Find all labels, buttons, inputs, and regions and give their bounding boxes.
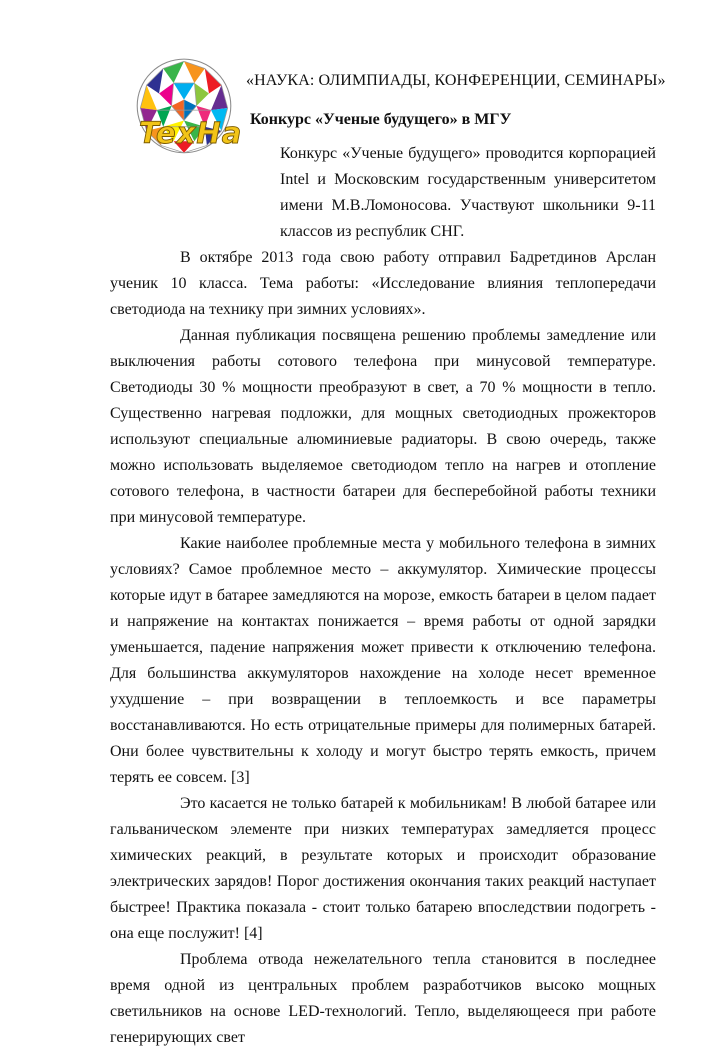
paragraph: Конкурс «Ученые будущего» проводится корпорацией Intel и Московским государственным университетом имени М.В.Ломоносова. Участвуют школьники 9-11 классов из республик СНГ. [280, 145, 656, 240]
paragraph: Данная публикация посвящена решению проблемы замедление или выключения работы сотового телефона при минусовой температуре. Светодиоды 30 % мощности преобразуют в свет, а 70 % мощности в тепло. Существенно нагревая подложки, для мощных светодиодных прожекторов используют специальные алюминиевые радиаторы. В свою очередь, также можно использовать выделяемое светодиодом тепло на нагрев и отопление сотового телефона, в частности батареи для бесперебойной работы техники при минусовой температуре. [110, 327, 656, 526]
logo-wordmark: TexHa [139, 116, 243, 150]
paragraph: Какие наиболее проблемные места у мобильного телефона в зимних условиях? Самое проблемное место – аккумулятор. Химические процессы которые идут в батарее замедляются на морозе, емкость батареи в целом падает и напряжение на контактах понижается – время работы от одной зарядки уменьшается, падение напряжения может привести к отключению телефона. Для большинства аккумуляторов нахождение на холоде несет временное ухудшение – при возвращении в теплоемкость и все параметры восстанавливаются. Но есть отрицательные примеры для полимерных батарей. Они более чувствительны к холоду и могут быстро терять емкость, причем терять ее совсем. [3] [110, 535, 656, 786]
article-title: Конкурс «Ученые будущего» в МГУ [250, 111, 512, 128]
paragraph: Проблема отвода нежелательного тепла становится в последнее время одной из центральных проблем разработчиков высоко мощных светильников на основе LED-технологий. Тепло, выделяющееся при работе генерирующих свет [110, 951, 656, 1046]
article-body [110, 141, 656, 1051]
running-header: «НАУКА: ОЛИМПИАДЫ, КОНФЕРЕНЦИИ, СЕМИНАРЫ» [246, 72, 666, 89]
paragraph: Это касается не только батарей к мобильникам! В любой батарее или гальваническом элементе при низких температурах замедляется процесс химических реакций, в результате которых и происходит образование электрических зарядов! Порог достижения окончания таких реакций наступает быстрее! Практика показала - стоит только батарею впоследствии подогреть - она еще послужит! [4] [110, 795, 656, 942]
paragraph: В октябре 2013 года свою работу отправил Бадретдинов Арслан ученик 10 класса. Тема работы: «Исследование влияния теплопередачи светодиода на технику при зимних условиях». [110, 249, 656, 318]
